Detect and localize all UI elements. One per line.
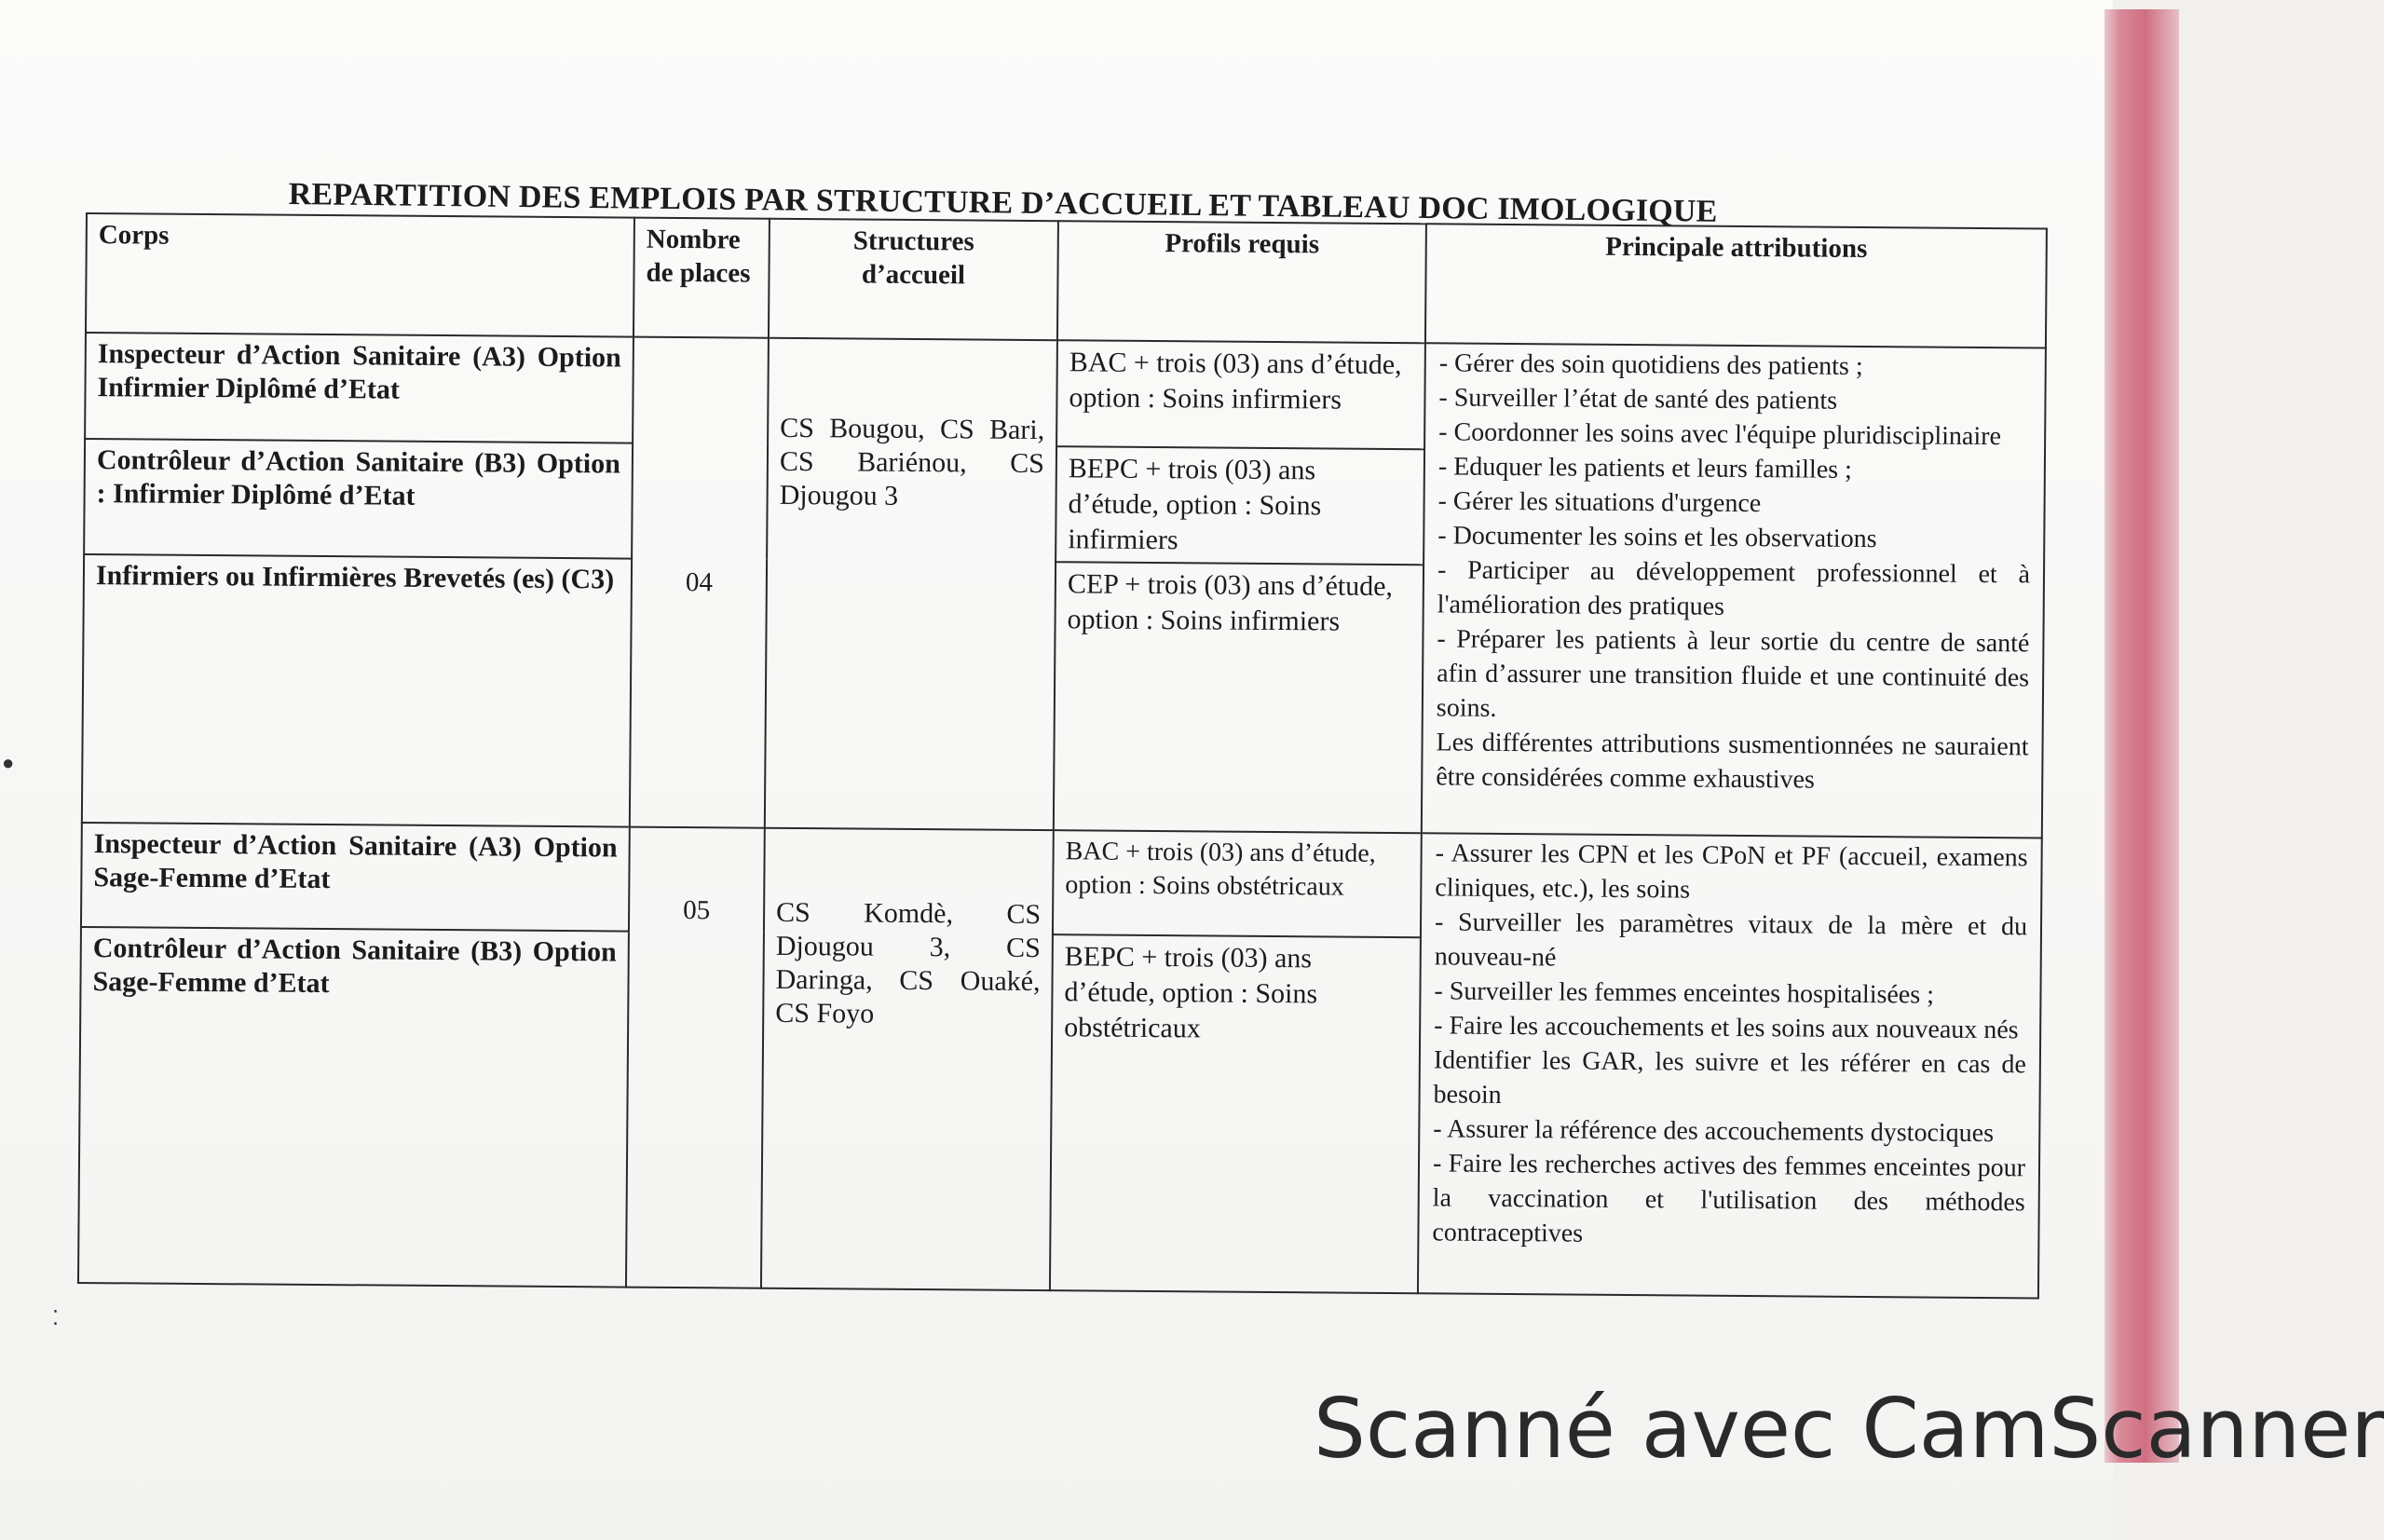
profil-cell: CEP + trois (03) ans d’étude, option : Soins infirmiers [1054,562,1424,833]
corps-cell: Contrôleur d’Action Sanitaire (B3) Option Sage-Femme d’Etat [78,927,629,1288]
document-title: REPARTITION DES EMPLOIS PAR STRUCTURE D’ACCUEIL ET TABLEAU DOC IMOLOGIQUE [288,177,1718,229]
camscanner-watermark [1314,1381,2384,1500]
corps-cell: Contrôleur d’Action Sanitaire (B3) Option : Infirmier Diplômé d’Etat [84,439,633,559]
structures-cell: CS Komdè, CS Djougou 3, CS Daringa, CS Ouaké, CS Foyo [761,828,1054,1290]
scan-speck: ⁚ [52,1306,59,1329]
structures-cell: CS Bougou, CS Bari, CS Bariénou, CS Djougou 3 [765,338,1057,830]
list-item: Identifier les GAR, les suivre et les référer en cas de besoin [1433,1045,2027,1110]
table-header-row [86,213,2047,348]
header-attributions: Principale attributions [1425,224,2047,348]
page-edge-shadow [2105,9,2179,1463]
table-row [85,333,2046,455]
list-item: - Participer au développement professionnel et à l'amélioration des pratiques [1437,555,2031,621]
list-item: - Surveiller l’état de santé des patients [1438,383,1838,416]
list-item: - Assurer la référence des accouchements dystociques [1433,1114,1995,1149]
list-item: - Gérer des soin quotidiens des patients ; [1438,348,1863,381]
list-item: - Surveiller les paramètres vitaux de la mère et du nouveau-né [1434,907,2028,973]
corps-cell: Infirmiers ou Infirmières Brevetés (es) (C3) [82,554,632,827]
list-item: - Préparer les patients à leur sortie du centre de santé afin d’assurer une transition fluide et une continuité des soins. [1436,624,2030,723]
attributions-cell [1422,343,2046,838]
table-row [81,823,2042,943]
list-item: - Coordonner les soins avec l'équipe pluridisciplinaire [1438,417,2002,452]
repartition-table-wrapper [77,212,2048,1300]
list-item: - Assurer les CPN et les CPoN et PF (accueil, examens cliniques, etc.), les soins [1435,838,2028,905]
list-item: - Surveiller les femmes enceintes hospitalisées ; [1434,976,1935,1010]
list-item: - Faire les recherches actives des femmes enceintes pour la vaccination et l'utilisation des méthodes contraceptives [1432,1149,2026,1248]
list-item: - Gérer les situations d'urgence [1437,486,1762,519]
corps-cell: Inspecteur d’Action Sanitaire (A3) Option Infirmier Diplômé d’Etat [85,333,633,443]
profil-cell: BAC + trois (03) ans d’étude, option : Soins obstétricaux [1053,830,1422,937]
places-cell: 05 [626,827,765,1288]
list-item: Les différentes attributions susmentionnées ne sauraient être considérées comme exhaustives [1436,728,2029,795]
header-profils: Profils requis [1057,221,1426,343]
list-item: - Eduquer les patients et leurs familles ; [1437,452,1852,484]
scan-speck: ● [2,751,15,774]
profil-cell: BAC + trois (03) ans d’étude, option : Soins infirmiers [1056,340,1425,449]
watermark-text: Scanné avec CamScanner [1314,1381,2384,1477]
profil-cell: BEPC + trois (03) ans d’étude, option : Soins obstétricaux [1050,934,1421,1293]
corps-cell: Inspecteur d’Action Sanitaire (A3) Option Sage-Femme d’Etat [81,823,630,932]
profil-cell: BEPC + trois (03) ans d’étude, option : Soins infirmiers [1056,446,1424,565]
places-cell: 04 [630,337,769,828]
header-structures: Structures d’accueil [769,219,1058,340]
list-item: - Faire les accouchements et les soins aux nouveaux nés [1434,1011,2019,1045]
list-item: - Documenter les soins et les observations [1437,521,1877,554]
attributions-cell [1418,833,2042,1298]
header-places: Nombre de places [633,218,770,338]
header-corps: Corps [86,213,634,337]
repartition-table [77,212,2048,1300]
